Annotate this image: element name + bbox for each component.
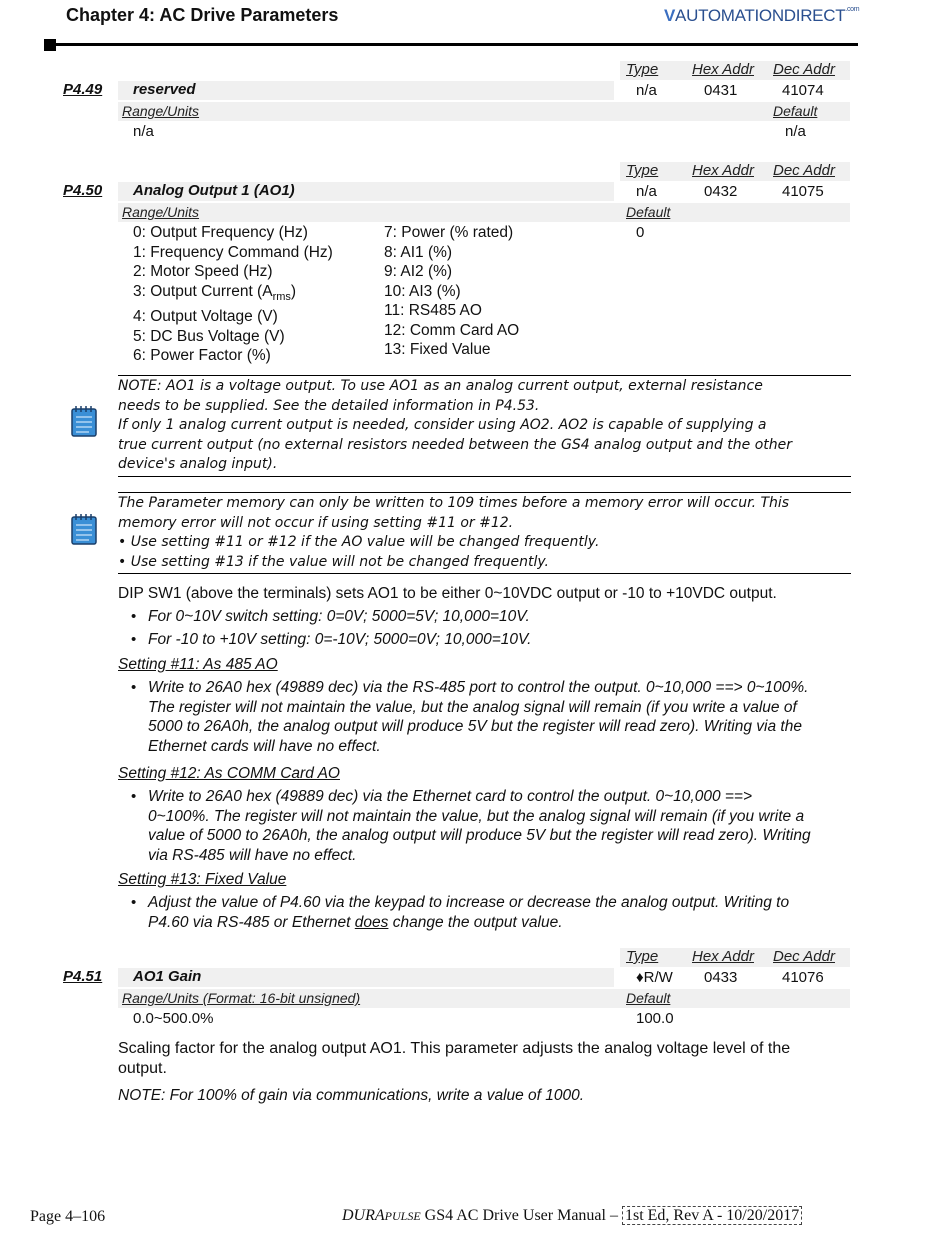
col-hex-label: Hex Addr [692,162,754,179]
p451-note: NOTE: For 100% of gain via communications, write a value of 1000. [118,1087,585,1104]
range-value: 0.0~500.0% [133,1010,214,1027]
param-number: P4.49 [63,81,103,98]
col-type-label: Type [626,948,659,965]
col-dec-label: Dec Addr [773,61,835,78]
setting-12-title: Setting #12: As COMM Card AO [118,765,340,782]
param-hex: 0431 [704,82,738,99]
range-value: n/a [133,123,154,140]
setting-11-title: Setting #11: As 485 AO [118,656,278,673]
range-label: Range/Units [122,103,200,119]
param-name: reserved [133,81,196,98]
param-type: n/a [636,183,657,200]
range-label: Range/Units (Format: 16-bit unsigned) [122,990,361,1006]
notepad-icon [69,512,99,546]
dip-switch-text: DIP SW1 (above the terminals) sets AO1 to be either 0~10VDC output or -10 to +10VDC output. [118,585,777,602]
list-item: 9: AI2 (%) [384,263,453,280]
default-label: Default [773,103,818,119]
bullet-dot: • [131,788,137,805]
manual-title: DURAPULSE GS4 AC Drive User Manual – 1st Ed, Rev A - 10/20/2017 [342,1207,802,1225]
list-item: 11: RS485 AO [384,302,482,319]
bullet-dot: • [131,894,137,911]
notepad-icon [69,404,99,438]
setting-12-text: Write to 26A0 hex (49889 dec) via the Ethernet card to control the output. 0~10,000 ==> 0~100%. The register will not maintain the value, but the analog signal will remain (if you write a value of 5000 to 26A0h, the analog output will produce 5V but the register will read zero). Writing via RS-485 will have no effect. [148,788,811,864]
logo-v-icon: V [664,6,676,25]
header-rule-square [44,39,56,51]
setting-11-text: Write to 26A0 hex (49889 dec) via the RS-485 port to control the output. 0~10,000 ==> 0~100%. The register will not maintain the value, but the analog signal will remain (if you write a value of 5000 to 26A0h, the analog output will produce 5V but the register will read zero). Writing via the Ethernet cards will have no effect. [148,679,809,755]
list-item: 0: Output Frequency (Hz) [133,224,308,241]
note-memory-writes: The Parameter memory can only be written to 109 times before a memory error will occur. This memory error will not occur if using setting #11 or #12. • Use setting #11 or #12 if the AO value will be changed frequently. • Use setting #13 if the value will not be changed frequently. [118,492,851,574]
options-right [384,223,519,360]
setting-13-text: Adjust the value of P4.60 via the keypad to increase or decrease the analog output. Writing to P4.60 via RS-485 or Ethernet does change the output value. [148,894,790,931]
col-dec-label: Dec Addr [773,162,835,179]
automationdirect-logo: $VAUTOMATIONDIRECT^{.com}$ [664,6,860,25]
range-shade [118,102,850,121]
col-type-label: Type [626,61,659,78]
default-value: 100.0 [636,1010,674,1027]
param-dec: 41074 [782,82,824,99]
list-item: 10: AI3 (%) [384,282,461,300]
default-label: Default [626,204,671,220]
param-dec: 41076 [782,969,824,986]
param-dec: 41075 [782,183,824,200]
list-item: 12: Comm Card AO [384,321,520,339]
note-voltage-output: NOTE: AO1 is a voltage output. To use AO1 as an analog current output, external resistance needs to be supplied. See the detailed information in P4.53. If only 1 analog current output is needed, consider using AO2. AO2 is capable of supplying a true current output (no external resistors needed between the GS4 analog output and the other device's analog input). [118,375,851,477]
col-type-label: Type [626,162,659,179]
param-hex: 0432 [704,183,738,200]
col-hex-label: Hex Addr [692,61,754,78]
list-item: 1: Frequency Command (Hz) [133,243,333,261]
p451-description: Scaling factor for the analog output AO1. This parameter adjusts the analog voltage level of the output. [118,1040,791,1077]
list-item: 13: Fixed Value [384,341,491,358]
param-type: n/a [636,82,657,99]
col-hex-label: Hex Addr [692,948,754,965]
param-name: AO1 Gain [133,968,202,985]
default-value: n/a [785,123,806,140]
bullet-dot: • [131,608,137,625]
param-hex: 0433 [704,969,738,986]
bullet-dot: • [131,631,137,648]
list-item: 4: Output Voltage (V) [133,308,278,326]
header-rule [44,43,858,46]
list-item: 6: Power Factor (%) [133,347,271,365]
default-value: 0 [636,224,645,241]
page-number: Page 4–106 [30,1208,106,1225]
setting-13-title: Setting #13: Fixed Value [118,871,287,888]
param-number: P4.51 [63,968,103,985]
edition-box: 1st Ed, Rev A - 10/20/2017 [622,1206,802,1225]
param-name: Analog Output 1 (AO1) [133,182,295,199]
list-item: 7: Power (% rated) [384,224,514,241]
param-number: P4.50 [63,182,103,199]
list-item: 3: Output Current $(A_{rms})$ [133,282,297,303]
list-item: 8: AI1 (%) [384,243,453,261]
bullet-dot: • [131,679,137,696]
chapter-title: Chapter 4: AC Drive Parameters [66,5,339,25]
col-dec-label: Dec Addr [773,948,835,965]
list-item: 2: Motor Speed (Hz) [133,263,273,280]
dip-bullet-2: For -10 to +10V setting: 0=-10V; 5000=0V; 10,000=10V. [148,631,532,648]
range-shade [118,203,850,222]
range-label: Range/Units [122,204,200,220]
dip-bullet-1: For 0~10V switch setting: 0=0V; 5000=5V; 10,000=10V. [148,608,530,625]
options-left [133,223,333,366]
list-item: 5: DC Bus Voltage (V) [133,327,285,345]
default-label: Default [626,990,671,1006]
param-type: ♦R/W [636,969,673,986]
